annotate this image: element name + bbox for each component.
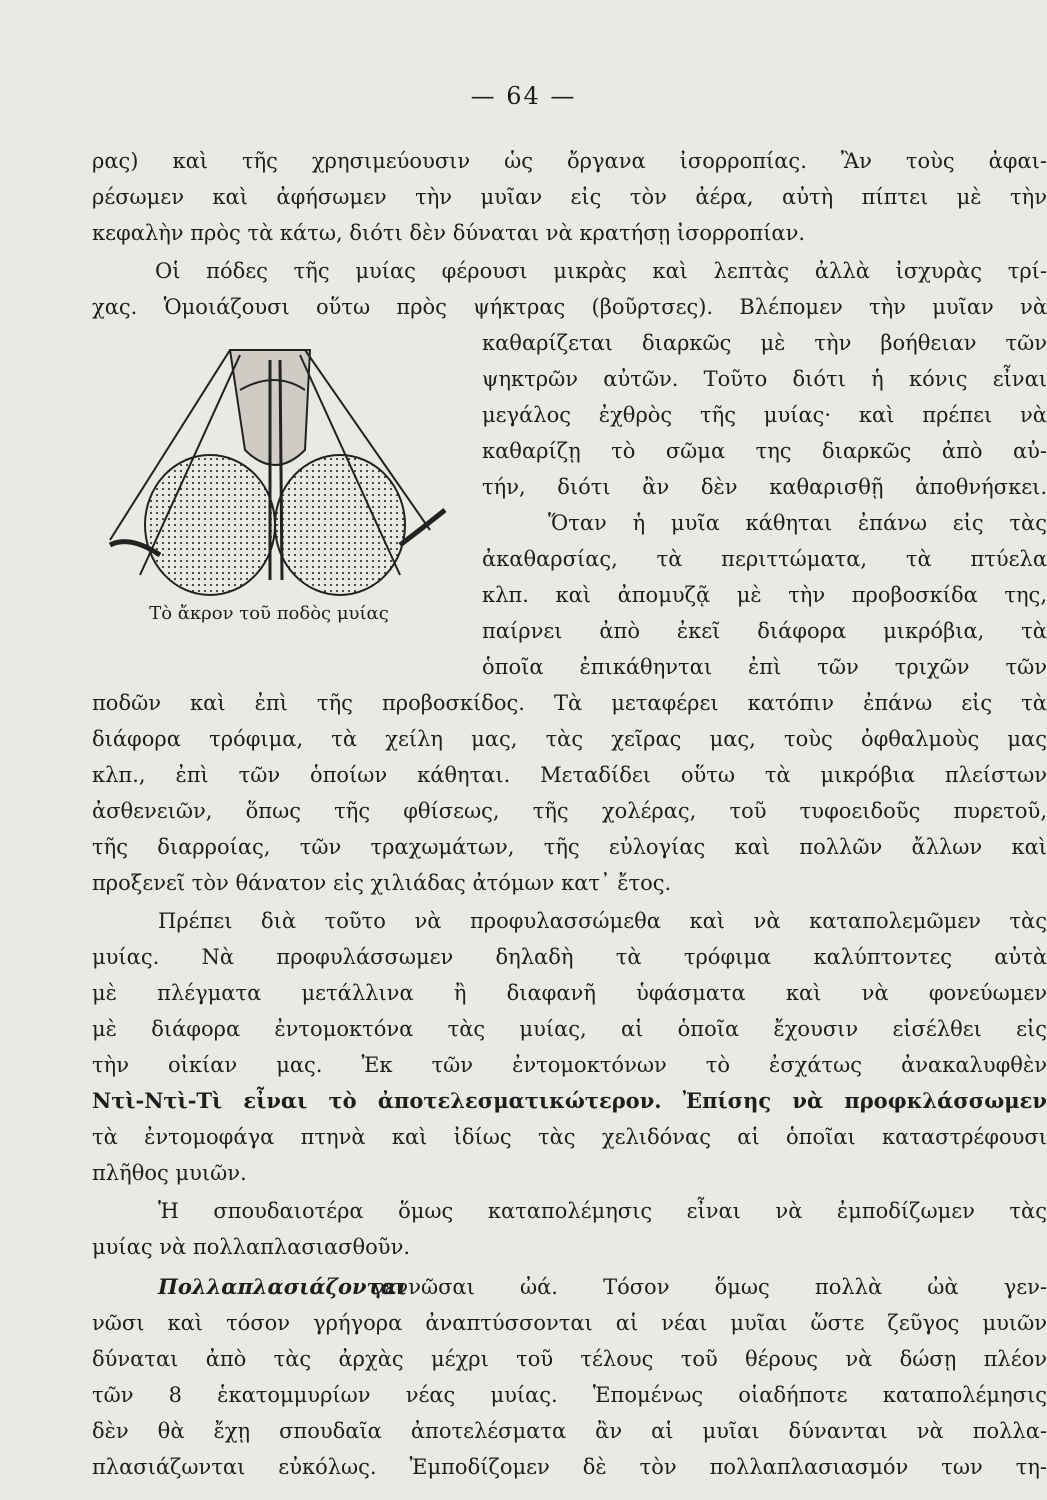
- text-line: δὲν θὰ ἔχῃ σπουδαῖα ἀποτελέσματα ἂν αἱ μυῖαι δύνανται νὰ πολλα-: [92, 1419, 1047, 1443]
- text-line: κεφαλὴν πρὸς τὰ κάτω, διότι δὲν δύναται νὰ κρατήσῃ ἰσορροπίαν.: [92, 221, 806, 245]
- text-line: ἀκαθαρσίας, τὰ περιττώματα, τὰ πτύελα: [482, 547, 1047, 571]
- text-line: πλασιάζωνται εὐκόλως. Ἐμποδίζομεν δὲ τὸν πολλαπλασιασμόν των τη-: [92, 1455, 1047, 1479]
- text-line: χας. Ὁμοιάζουσι οὕτω πρὸς ψήκτρας (βοῦρτσες). Βλέπομεν τὴν μυῖαν νὰ: [92, 295, 1047, 319]
- text-line: δύναται ἀπὸ τὰς ἀρχὰς μέχρι τοῦ τέλους τοῦ θέρους νὰ δώσῃ πλέον: [92, 1347, 1047, 1371]
- text-line: τὴν οἰκίαν μας. Ἐκ τῶν ἐντομοκτόνων τὸ ἐσχάτως ἀνακαλυφθὲν: [92, 1053, 1047, 1077]
- text-line: καθαρίζεται διαρκῶς μὲ τὴν βοήθειαν τῶν: [482, 331, 1047, 355]
- text-line: νῶσι καὶ τόσον γρήγορα ἀναπτύσσονται αἱ νέαι μυῖαι ὥστε ζεῦγος μυιῶν: [92, 1311, 1047, 1335]
- fly-foot-illustration: [100, 330, 460, 600]
- text-line: κλπ., ἐπὶ τῶν ὁποίων κάθηται. Μεταδίδει οὕτω τὰ μικρόβια πλείστων: [92, 763, 1047, 787]
- text-line: τήν, διότι ἂν δὲν καθαρισθῇ ἀποθνήσκει.: [482, 475, 1047, 499]
- text-line: Ἡ σπουδαιοτέρα ὅμως καταπολέμησις εἶναι νὰ ἐμποδίζωμεν τὰς: [158, 1199, 1047, 1223]
- text-line: διάφορα τρόφιμα, τὰ χείλη μας, τὰς χεῖρας μας, τοὺς ὀφθαλμοὺς μας: [92, 727, 1047, 751]
- text-line: Ντὶ-Ντὶ-Τὶ εἶναι τὸ ἀποτελεσματικώτερον. Ἐπίσης νὰ προφκλάσσωμεν: [92, 1088, 1047, 1113]
- text-line: γεννῶσαι ὠά. Τόσον ὅμως πολλὰ ὠὰ γεν-: [372, 1275, 1047, 1299]
- section-heading: Πολλαπλασιάζονται: [158, 1274, 407, 1299]
- text-line: προξενεῖ τὸν θάνατον εἰς χιλιάδας ἀτόμων κατ᾽ ἔτος.: [92, 871, 672, 895]
- text-line: ἀσθενειῶν, ὅπως τῆς φθίσεως, τῆς χολέρας, τοῦ τυφοειδοῦς πυρετοῦ,: [92, 799, 1047, 823]
- text-line: ρας) καὶ τῆς χρησιμεύουσιν ὡς ὄργανα ἰσορροπίας. Ἂν τοὺς ἀφαι-: [92, 149, 1047, 173]
- text-line: Ὅταν ἡ μυῖα κάθηται ἐπάνω εἰς τὰς: [548, 511, 1047, 535]
- text-line: τῆς διαρροίας, τῶν τραχωμάτων, τῆς εὐλογίας καὶ πολλῶν ἄλλων καὶ: [92, 835, 1047, 859]
- text-line: μὲ διάφορα ἐντομοκτόνα τὰς μυίας, αἱ ὁποῖα ἔχουσιν εἰσέλθει εἰς: [92, 1017, 1047, 1041]
- figure-caption: Τὸ ἄκρον τοῦ ποδὸς μυίας: [149, 603, 389, 624]
- text-line: καθαρίζῃ τὸ σῶμα της διαρκῶς ἀπὸ αὐ-: [482, 439, 1047, 463]
- text-line: Πρέπει διὰ τοῦτο νὰ προφυλασσώμεθα καὶ νὰ καταπολεμῶμεν τὰς: [158, 909, 1047, 933]
- text-line: ποδῶν καὶ ἐπὶ τῆς προβοσκίδος. Τὰ μεταφέρει κατόπιν ἐπάνω εἰς τὰ: [92, 691, 1047, 715]
- text-line: πλῆθος μυιῶν.: [92, 1161, 247, 1185]
- text-line: κλπ. καὶ ἀπομυζᾷ μὲ τὴν προβοσκίδα της,: [482, 583, 1047, 607]
- text-line: τὰ ἐντομοφάγα πτηνὰ καὶ ἰδίως τὰς χελιδόνας αἱ ὁποῖαι καταστρέφουσι: [92, 1125, 1047, 1149]
- text-line: μυίας νὰ πολλαπλασιασθοῦν.: [92, 1235, 411, 1259]
- text-line: μεγάλος ἐχθρὸς τῆς μυίας· καὶ πρέπει νὰ: [482, 403, 1047, 427]
- text-line: μὲ πλέγματα μετάλλινα ἢ διαφανῆ ὑφάσματα καὶ νὰ φονεύωμεν: [92, 981, 1047, 1005]
- text-line: παίρνει ἀπὸ ἐκεῖ διάφορα μικρόβια, τὰ: [482, 619, 1047, 643]
- page-number: — 64 —: [470, 82, 577, 110]
- text-line: τῶν 8 ἑκατομμυρίων νέας μυίας. Ἑπομένως οἱαδήποτε καταπολέμησις: [92, 1383, 1047, 1407]
- text-line: ὁποῖα ἐπικάθηνται ἐπὶ τῶν τριχῶν τῶν: [482, 655, 1047, 679]
- text-line: μυίας. Νὰ προφυλάσσωμεν δηλαδὴ τὰ τρόφιμα καλύπτοντες αὐτὰ: [92, 945, 1047, 969]
- text-line: Οἱ πόδες τῆς μυίας φέρουσι μικρὰς καὶ λεπτὰς ἀλλὰ ἰσχυρὰς τρί-: [155, 259, 1047, 283]
- text-line: ρέσωμεν καὶ ἀφήσωμεν τὴν μυῖαν εἰς τὸν ἀέρα, αὐτὴ πίπτει μὲ τὴν: [92, 185, 1047, 209]
- text-line: ψηκτρῶν αὐτῶν. Τοῦτο διότι ἡ κόνις εἶναι: [482, 367, 1047, 391]
